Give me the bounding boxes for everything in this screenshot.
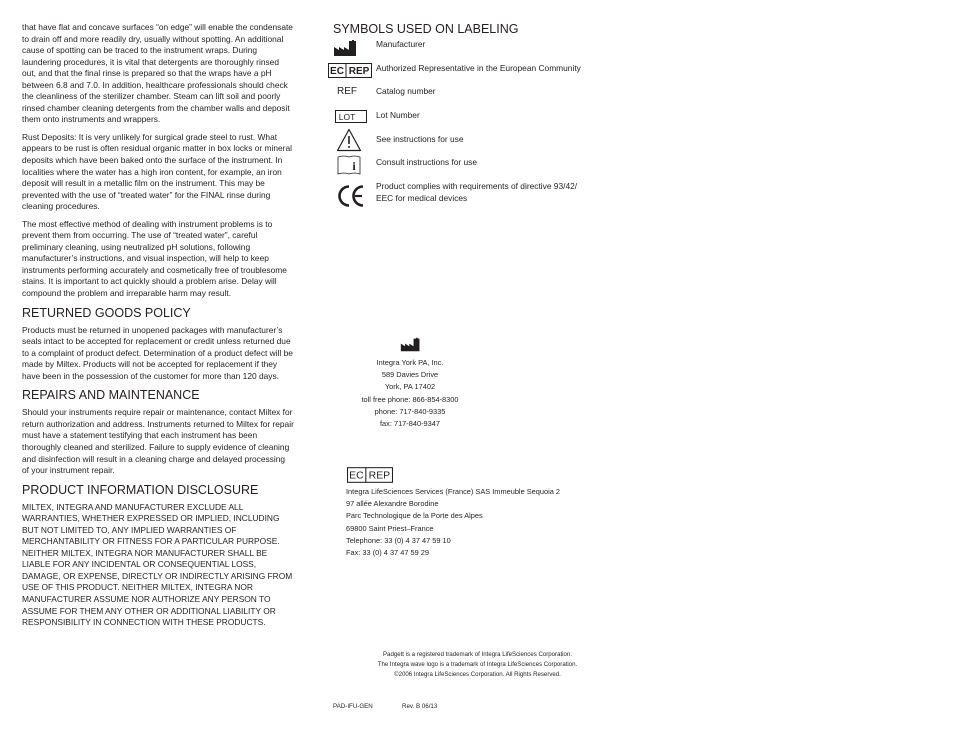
symbol-label: See instructions for use [376, 134, 464, 144]
warning-triangle-icon [336, 128, 376, 148]
ec-rep-address-icon [347, 467, 393, 488]
rep-text: REP [348, 66, 370, 77]
ref-icon: REF [337, 86, 357, 97]
symbol-row-manufacturer [333, 39, 623, 59]
symbol-label: Authorized Representative in the European Community [376, 63, 581, 73]
returned-goods-text: Products must be returned in unopened packages with manufacturer’s seals intact to be accepted for replacement or credit unless returned due to a complaint of product defect. Determination of a product defect will be made by Miltex. Products will not be accepted for replacement if they have been in the possession of the customer for more than 120 days. [22, 324, 293, 381]
address-line: Fax: 33 (0) 4 37 47 59 29 [346, 548, 429, 558]
address-line: 69800 Saint Priest–France [346, 523, 434, 533]
symbol-row-ec-rep [330, 63, 623, 83]
address-line: Telephone: 33 (0) 4 37 47 59 10 [346, 535, 451, 545]
paragraph-spotting: that have flat and concave surfaces “on edge” will enable the condensate to drain off and more readily dry, usually without spotting. An additional cause of spotting can be traced to the instrument wraps. During laundering procedures, it is vital that detergents are thoroughly rinsed out, and that the final rinse is prepared so that the wraps have a pH between 6.8 and 7.0. In addition, healthcare professionals should check the cleanliness of the sterilizer chamber. Steam can lift soil and poorly rinsed chamber cleaning detergents from the chamber walls and deposit them onto instruments and wrappers. [22, 22, 293, 125]
manufacturer-address [330, 357, 490, 430]
repairs-text: Should your instruments require repair or maintenance, contact Miltex for return authorization and address. Instruments returned to Miltex for repair must have a statement testifying that each instrument has been thoroughly cleaned and sterilized. Failure to supply evidence of cleaning and disinfection will result in a cleaning charge and delayed processing of your instrument repair. [22, 407, 294, 476]
returned-goods-heading: RETURNED GOODS POLICY [22, 305, 191, 320]
document-code: PAD-IFU-GEN [333, 703, 373, 710]
address-line: fax: 717-840-9347 [380, 419, 440, 429]
disclosure-heading: PRODUCT INFORMATION DISCLOSURE [22, 482, 259, 497]
symbol-label-line2: EEC for medical devices [376, 192, 468, 203]
symbol-label: Consult instructions for use [376, 157, 478, 167]
ec-rep-icon [328, 63, 368, 83]
footer-line: ©2006 Integra LifeSciences Corporation. All Rights Reserved. [394, 671, 561, 679]
ce-mark-icon [335, 183, 369, 209]
footer-line: Padgett is a registered trademark of Integra LifeSciences Corporation. [382, 651, 572, 658]
revision-label: Rev. B 06/13 [402, 703, 438, 710]
paragraph-rust-deposits: Rust Deposits: It is very unlikely for surgical grade steel to rust. What appears to be rust is often residual organic matter in box locks or mineral deposits which have been baked onto the surface of the instrument. In localities where the water has a high iron content, for example, an iron deposit will result in a metallic film on the instrument. This may be prevented with the use of “treated water” for the FINAL rinse during cleaning procedures. [22, 131, 292, 212]
ec-rep-address [346, 486, 646, 559]
disclosure-text: MILTEX, INTEGRA AND MANUFACTURER EXCLUDE ALL WARRANTIES, WHETHER EXPRESSED OR IMPLIED, INCLUDING BUT NOT LIMITED TO, ANY IMPLIED WARRANTIES OF MERCHANTABILITY OR FITNESS FOR A PARTICULAR PURPOSE. NEITHER MILTEX, INTEGRA NOR MANUFACTURER SHALL BE LIABLE FOR ANY INCIDENTAL OR CONSEQUENTIAL LOSS, DAMAGE, OR EXPENSE, DIRECTLY OR INDIRECTLY ARISING FROM USE OF THIS PRODUCT. NEITHER MILTEX, INTEGRA NOR MANUFACTURER ASSUME NOR AUTHORIZE ANY PERSON TO ASSUME FOR THEM ANY OTHER OR ADDITIONAL LIABILITY OR RESPONSIBILITY IN CONNECTION WITH THESE PRODUCTS. [22, 501, 293, 628]
info-letter: i [352, 159, 356, 173]
symbol-label: Catalog number [376, 86, 436, 96]
left-column [22, 22, 294, 635]
symbol-row-lot [333, 110, 623, 130]
address-line: Integra LifeSciences Services (France) SAS Immeuble Sequoia 2 [346, 487, 561, 496]
manufacturer-address-icon [400, 336, 422, 358]
address-line: York, PA 17402 [384, 382, 436, 392]
address-line: toll free phone: 866-854-8300 [361, 394, 459, 404]
ec-text: EC [330, 66, 344, 77]
lot-icon [335, 110, 375, 130]
address-line: Parc Technologique de la Porte des Alpes [346, 511, 483, 521]
symbols-title: SYMBOLS USED ON LABELING [333, 22, 519, 36]
symbol-label [376, 181, 611, 205]
symbol-row-ref [333, 86, 623, 106]
symbol-label: Manufacturer [376, 39, 426, 49]
trademark-footer [330, 650, 625, 681]
ec-text: EC [349, 470, 364, 482]
paragraph-prevention: The most effective method of dealing with instrument problems is to prevent them from occurring. The use of “treated water”, careful preliminary cleaning, using neutralized pH solutions, following manufacturer’s instructions, and visual inspection, will help to keep instruments performing accurately and cosmetically free of troublesome stains. It is important to act quickly should a problem arise. Delay will compound the problem and irreparable harm may result. [22, 218, 287, 299]
lot-text: LOT [338, 111, 356, 122]
address-line: 97 allée Alexandre Borodine [346, 499, 439, 509]
symbol-row-ce [333, 181, 623, 211]
footer-line: The Integra wave logo is a trademark of Integra LifeSciences Corporation. [377, 661, 578, 669]
repairs-heading: REPAIRS AND MAINTENANCE [22, 388, 200, 403]
address-line: phone: 717-840-9335 [374, 406, 446, 416]
info-book-icon [336, 154, 376, 174]
manufacturer-icon [333, 39, 373, 59]
symbol-label-line1: Product complies with requirements of directive 93/42/ [376, 181, 578, 191]
address-line: Integra York PA, Inc. [376, 358, 444, 367]
address-line: 589 Davies Drive [381, 370, 439, 380]
symbol-label: Lot Number [376, 110, 420, 120]
symbol-row-warning [333, 134, 623, 154]
rep-text: REP [368, 470, 391, 482]
symbol-row-consult [333, 157, 623, 177]
